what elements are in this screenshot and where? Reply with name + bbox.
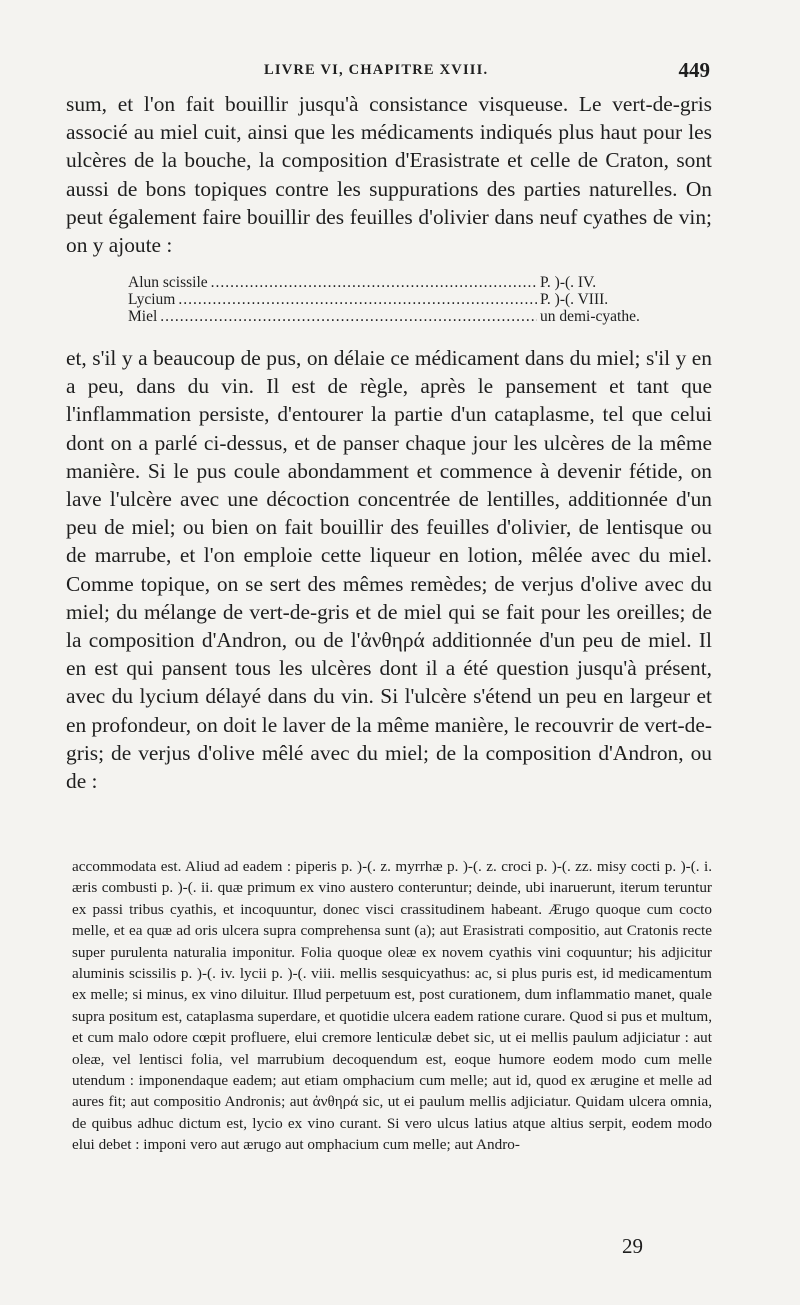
page-header <box>60 60 714 84</box>
latin-footnote <box>72 856 712 1156</box>
ingredient-quantity: P. )-(. VIII. <box>540 291 609 308</box>
running-head: LIVRE VI, CHAPITRE XVIII. <box>264 62 489 78</box>
leader-dots <box>178 291 537 308</box>
ingredient-quantity: un demi-cyathe. <box>540 308 640 325</box>
recipe-item <box>128 274 668 291</box>
signature-mark: 29 <box>622 1234 643 1258</box>
paragraph-text: et, s'il y a beaucoup de pus, on délaie ce médicament dans du miel; s'il y en a peu, dans du vin. Il est de règle, après le pansement et tant que l'inflammation persiste, d'entourer la partie d'un cataplasme, tel que celui dont on a parlé ci-dessus, et de panser chaque jour les ulcères de la même manière. Si le pus coule abondamment et commence à devenir fétide, on lave l'ulcère avec une décoction concentrée de lentilles, additionnée d'un peu de miel; ou bien on fait bouillir des feuilles d'olivier, de lentisque ou de marrube, et l'on emploie cette liqueur en lotion, mêlée avec du miel. Comme topique, on se sert des mêmes remèdes; de verjus d'olive avec du miel; du mélange de vert-de-gris et de miel qui se fait pour les oreilles; de la composition d'Andron, ou de l'ἀνθηρά additionnée d'un peu de miel. Il en est qui pansent tous les ulcères dont il a été question jusqu'à présent, avec du lycium délayé dans du vin. Si l'ulcère s'étend un peu en largeur et en profondeur, on doit le laver de la même manière, le recouvrir de vert-de-gris; de verjus d'olive mêlé avec du miel; de la composition d'Andron, ou de : <box>66 346 712 794</box>
recipe-item <box>128 308 668 325</box>
ingredient-quantity: P. )-(. IV. <box>540 274 597 291</box>
ingredient-name: Alun scissile <box>128 274 208 291</box>
leader-dots <box>211 274 537 291</box>
footnote-text: accommodata est. Aliud ad eadem : piperis p. )-(. z. myrrhæ p. )-(. z. croci p. )-(. zz. misy cocti p. )-(. i. æris combusti p. )-(. ii. quæ primum ex vino austero conteruntur; deinde, ubi inaruerunt, iterum teruntur ex passi tribus cyathis, et incoquuntur, donec visci crassitudinem habeant. Ærugo quoque cum cocto melle, et ea quæ ad oris ulcera supra comprehensa sunt (a); aut Erasistrati compositio, aut Cratonis recte super purulenta naturalia imponitur. Folia quoque oleæ ex novem cyathis vini coquuntur; his adjicitur aluminis scissilis p. )-(. iv. lycii p. )-(. viii. mellis sesquicyathus: ac, si plus puris est, id medicamentum ex melle; si minus, ex vino diluitur. Illud perpetuum est, post curationem, dum inflammatio manet, quale supra positum est, cataplasma superdare, et quotidie ulcera eadem ratione curare. Quod si pus et multum, et cum malo odore cœpit profluere, elui cremore lenticulæ debet sic, ut ei mellis paulum adjiciatur : aut oleæ, vel lentisci folia, vel marrubium decoquendum est, eoque humore eodem modo cum melle utendum : imponendaque eadem; aut etiam omphacium cum melle; aut id, quod ex ærugine et melle ad aures fit; aut compositio Andronis; aut ἀνθηρά sic, ut ei paulum mellis adjiciatur. Quidam ulcera omnia, de quibus adhuc dictum est, lycio ex vino curant. Si vero ulcus latius atque altius serpit, eodem modo elui debet : imponi vero aut ærugo aut omphacium cum melle; aut Andro- <box>72 858 712 1154</box>
ingredient-name: Lycium <box>128 291 176 308</box>
recipe-item <box>128 291 668 308</box>
leader-dots <box>160 308 537 325</box>
french-paragraph-1 <box>66 90 712 259</box>
ingredient-name: Miel <box>128 308 158 325</box>
recipe-list <box>128 274 668 325</box>
french-paragraph-2 <box>66 344 712 795</box>
page-number: 449 <box>678 58 710 82</box>
paragraph-text: sum, et l'on fait bouillir jusqu'à consistance visqueuse. Le vert-de-gris associé au miel cuit, ainsi que les médicaments indiqués plus haut pour les ulcères de la bouche, la composition d'Erasistrate et celle de Craton, sont aussi de bons topiques contre les suppurations des parties naturelles. On peut également faire bouillir des feuilles d'olivier dans neuf cyathes de vin; on y ajoute : <box>66 92 712 258</box>
